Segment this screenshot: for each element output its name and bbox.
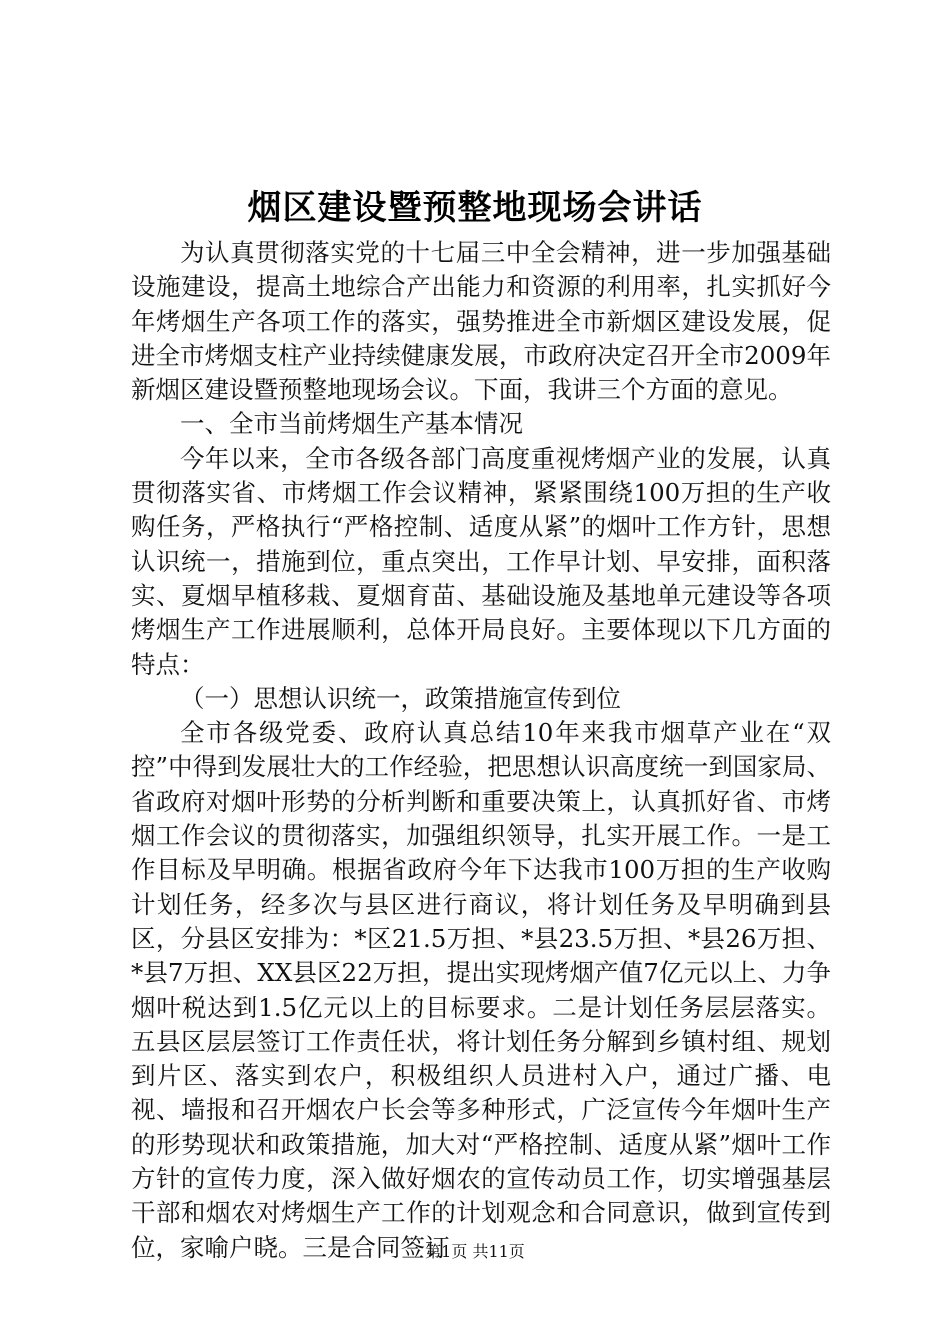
page-number-footer: 第1页 共11页 (425, 1242, 525, 1261)
document-body (131, 236, 831, 1265)
section-heading-1: 一、全市当前烤烟生产基本情况 (180, 409, 523, 439)
paragraph-overview: 今年以来，全市各级各部门高度重视烤烟产业的发展，认真贯彻落实省、市烤烟工作会议精神，紧紧围绕100万担的生产收购任务，严格执行“严格控制、适度从紧”的烟叶工作方针，思想认识统一，措施到位，重点突出，工作早计划、早安排，面积落实、夏烟早植移栽、夏烟育苗、基础设施及基地单元建设等各项烤烟生产工作进展顺利，总体开局良好。主要体现以下几方面的特点： (131, 443, 831, 679)
paragraph-intro: 为认真贯彻落实党的十七届三中全会精神，进一步加强基础设施建设，提高土地综合产出能力和资源的利用率，扎实抓好今年烤烟生产各项工作的落实，强势推进全市新烟区建设发展，促进全市烤烟支柱产业持续健康发展，市政府决定召开全市2009年新烟区建设暨预整地现场会议。下面，我讲三个方面的意见。 (131, 238, 831, 405)
subsection-heading-1: （一）思想认识统一，政策措施宣传到位 (180, 683, 621, 713)
document-title: 烟区建设暨预整地现场会讲话 (247, 188, 703, 228)
paragraph-detail: 全市各级党委、政府认真总结10年来我市烟草产业在“双控”中得到发展壮大的工作经验，把思想认识高度统一到国家局、省政府对烟叶形势的分析判断和重要决策上，认真抓好省、市烤烟工作会议的贯彻落实，加强组织领导，扎实开展工作。一是工作目标及早明确。根据省政府今年下达我市100万担的生产收购计划任务，经多次与县区进行商议，将计划任务及早明确到县区，分县区安排为：*区21.5万担、*县23.5万担、*县26万担、*县7万担、XX县区22万担，提出实现烤烟产值7亿元以上、力争烟叶税达到1.5亿元以上的目标要求。二是计划任务层层落实。五县区层层签订工作责任状，将计划任务分解到乡镇村组、规划到片区、落实到农户，积极组织人员进村入户，通过广播、电视、墙报和召开烟农户长会等多种形式，广泛宣传今年烟叶生产的形势现状和政策措施，加大对“严格控制、适度从紧”烟叶工作方针的宣传力度，深入做好烟农的宣传动员工作，切实增强基层干部和烟农对烤烟生产工作的计划观念和合同意识，做到宣传到位，家喻户晓。三是合同签订 (131, 718, 831, 1262)
